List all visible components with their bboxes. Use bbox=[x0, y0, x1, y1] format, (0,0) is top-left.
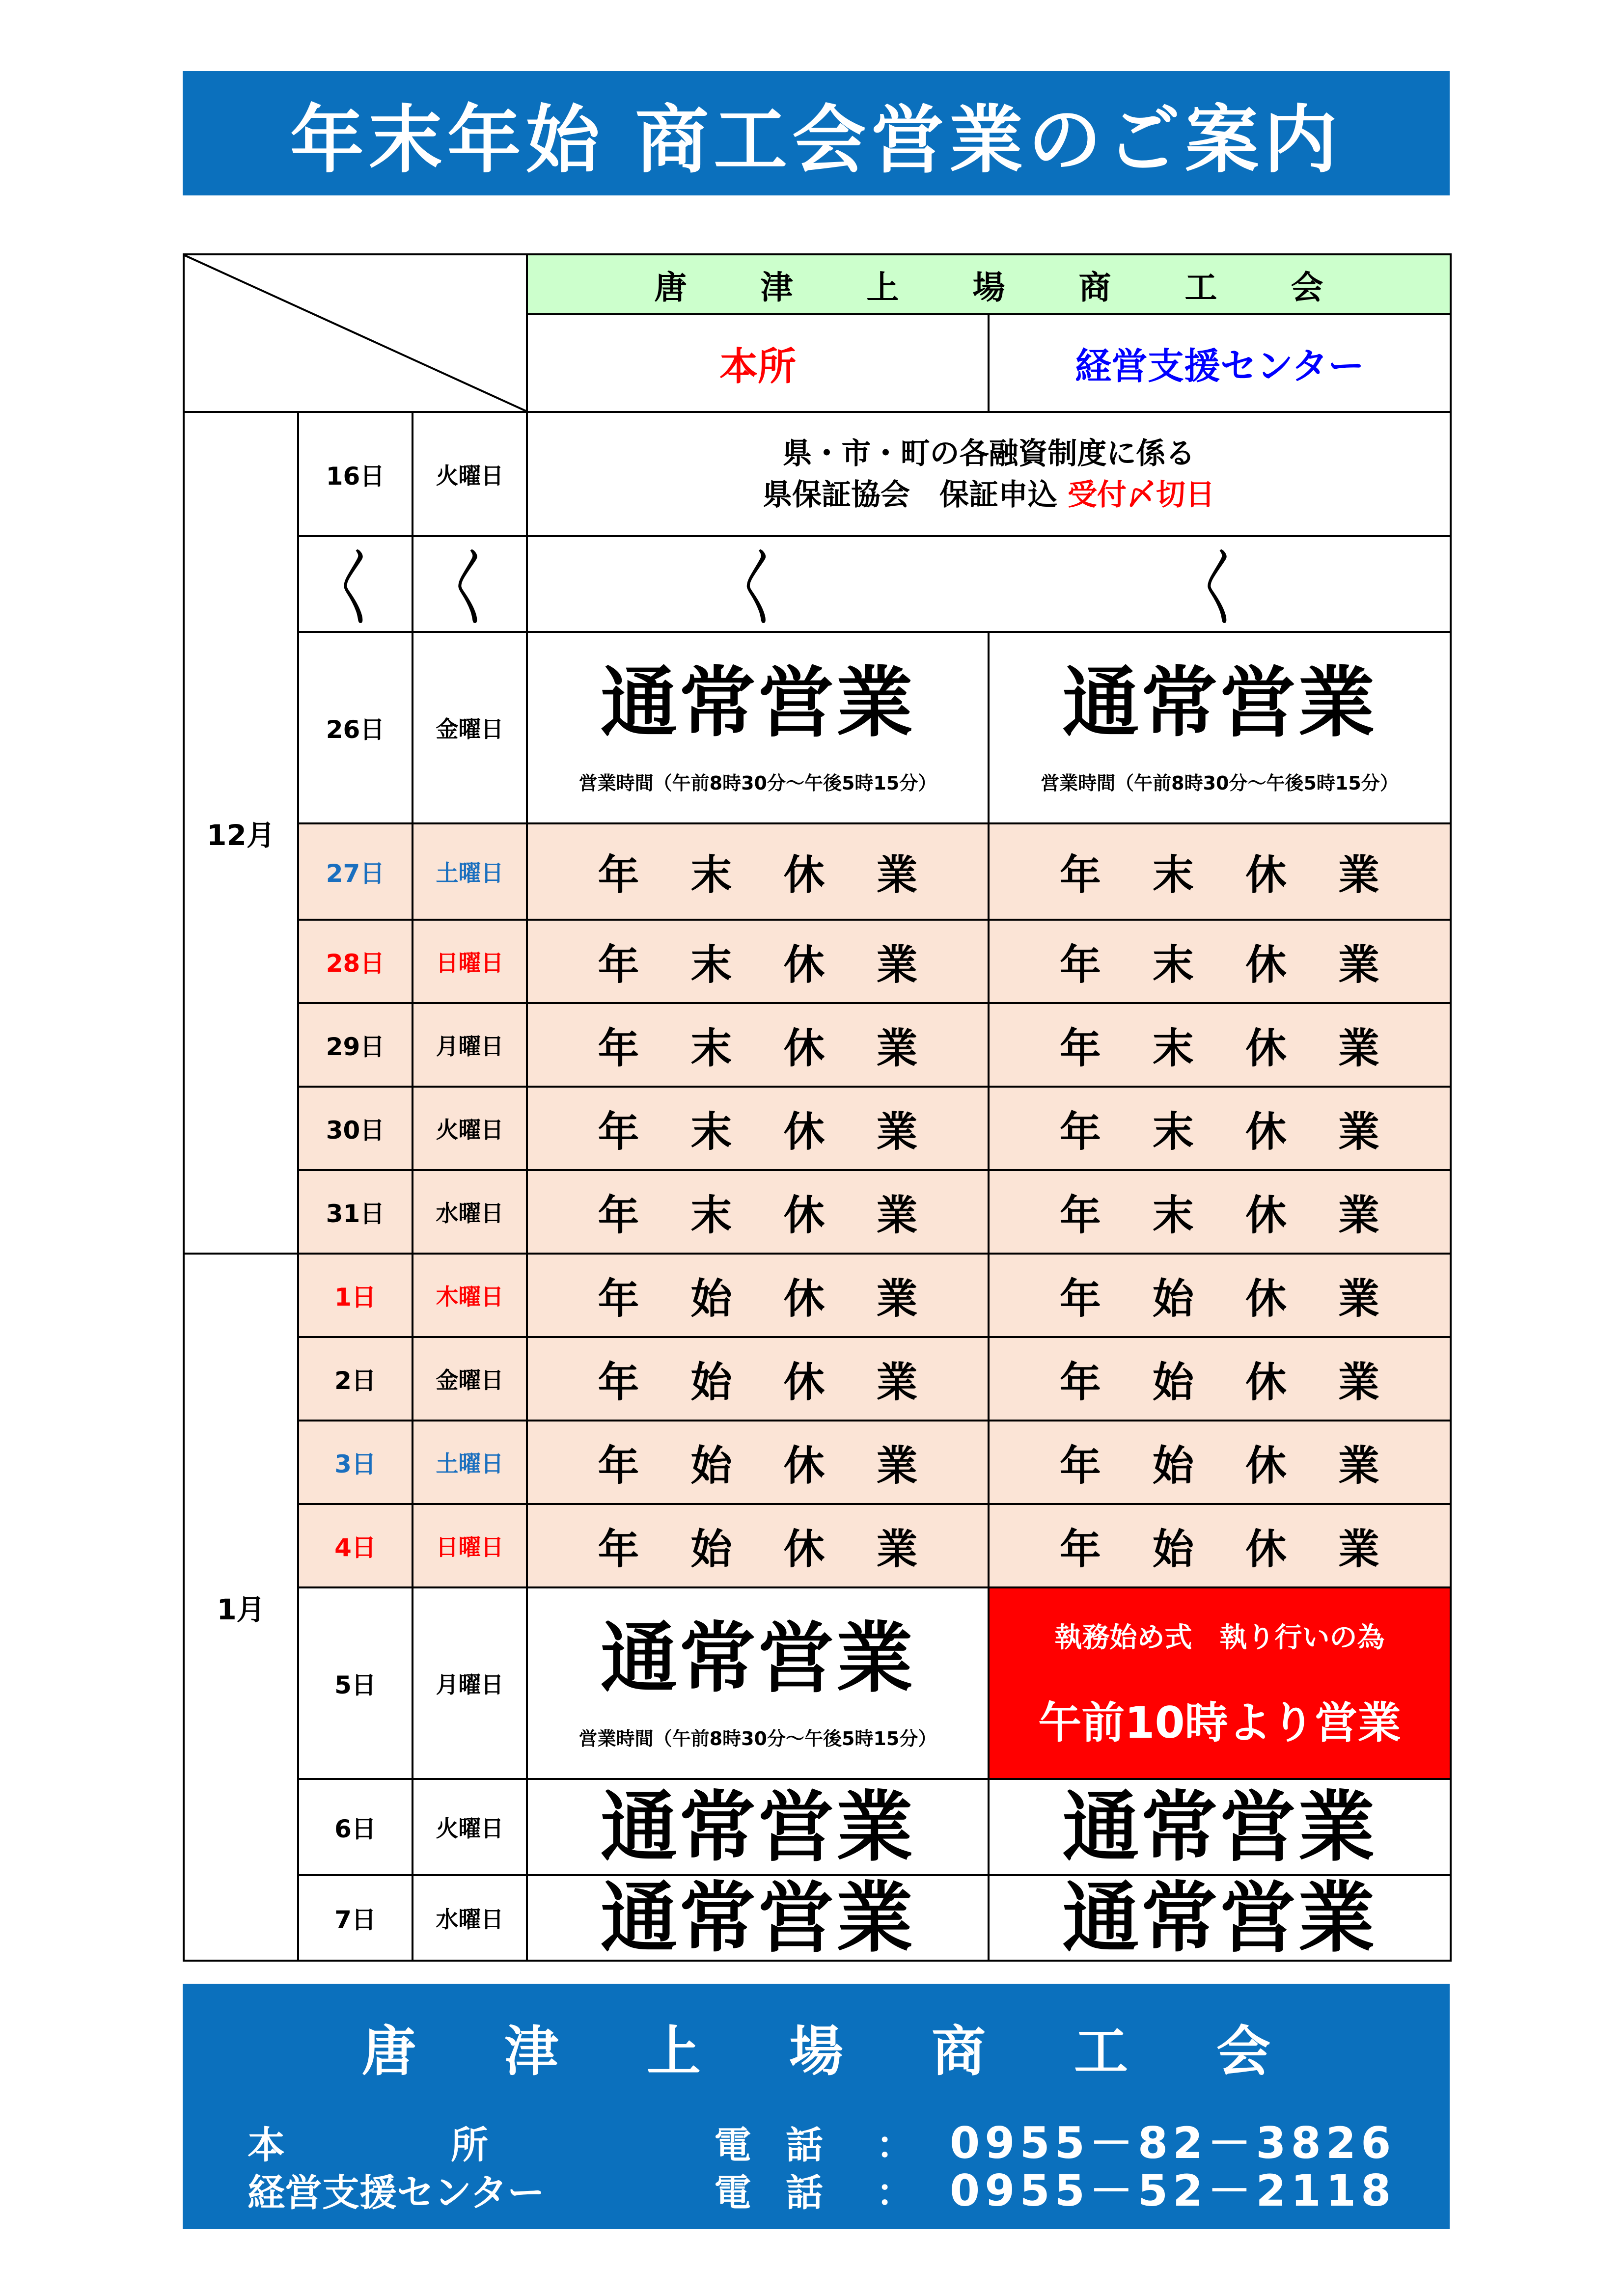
corner-diagonal-cell bbox=[184, 254, 527, 412]
colon: ： bbox=[876, 2123, 913, 2167]
header-org-name: 唐津上場商工会 bbox=[527, 254, 1451, 314]
center-status: 年末休業 bbox=[989, 1170, 1451, 1254]
continuation-mark: 〱 bbox=[527, 536, 989, 632]
weekday-cell: 日曜日 bbox=[413, 1504, 527, 1587]
day-cell: 28日 bbox=[298, 920, 413, 1003]
status-text: 通常営業 bbox=[601, 657, 915, 747]
weekday-cell: 土曜日 bbox=[413, 823, 527, 920]
weekday-cell: 日曜日 bbox=[413, 920, 527, 1003]
day-cell: 3日 bbox=[298, 1421, 413, 1504]
diagonal-line bbox=[185, 255, 526, 411]
continuation-mark: 〱 bbox=[298, 536, 413, 632]
continuation-mark: 〱 bbox=[989, 536, 1451, 632]
business-hours: 営業時間（午前8時30分～午後5時15分） bbox=[578, 772, 937, 794]
weekday-cell: 火曜日 bbox=[413, 412, 527, 536]
weekday-cell: 月曜日 bbox=[413, 1587, 527, 1779]
center-status: 年始休業 bbox=[989, 1337, 1451, 1421]
opening-time-note: 午前10時より営業 bbox=[1038, 1697, 1401, 1748]
phone-number: 0955－82－3826 bbox=[950, 2118, 1396, 2168]
day-cell: 29日 bbox=[298, 1003, 413, 1087]
center-status: 年始休業 bbox=[989, 1504, 1451, 1587]
center-status: 年始休業 bbox=[989, 1254, 1451, 1337]
header-honsho: 本所 bbox=[527, 314, 989, 412]
day-cell: 7日 bbox=[298, 1875, 413, 1961]
honsho-status: 年始休業 bbox=[527, 1337, 989, 1421]
continuation-mark: 〱 bbox=[413, 536, 527, 632]
notice-guarantee: 県保証協会 保証申込 bbox=[763, 477, 1058, 512]
center-status: 年末休業 bbox=[989, 920, 1451, 1003]
honsho-status bbox=[527, 1587, 989, 1779]
tel-label: 電話 bbox=[714, 2171, 857, 2214]
footer-org-name: 唐津上場商工会 bbox=[362, 2020, 1359, 2083]
weekday-cell: 水曜日 bbox=[413, 1170, 527, 1254]
business-hours: 営業時間（午前8時30分～午後5時15分） bbox=[578, 1727, 937, 1749]
tel-label: 電話 bbox=[714, 2123, 857, 2167]
ceremony-note: 執務始め式 執り行いの為 bbox=[1054, 1622, 1385, 1654]
business-hours: 営業時間（午前8時30分～午後5時15分） bbox=[1041, 772, 1399, 794]
contact-row-center bbox=[248, 2157, 1396, 2218]
phone-number: 0955－52－2118 bbox=[950, 2165, 1396, 2216]
honsho-status bbox=[527, 632, 989, 823]
honsho-status: 年末休業 bbox=[527, 1170, 989, 1254]
day-cell: 31日 bbox=[298, 1170, 413, 1254]
honsho-status: 年末休業 bbox=[527, 1003, 989, 1087]
center-status: 年始休業 bbox=[989, 1421, 1451, 1504]
contact-label: 経営支援センター bbox=[248, 2171, 545, 2214]
day-cell: 6日 bbox=[298, 1779, 413, 1875]
honsho-status: 年末休業 bbox=[527, 920, 989, 1003]
weekday-cell: 金曜日 bbox=[413, 1337, 527, 1421]
honsho-status: 通常営業 bbox=[527, 1779, 989, 1875]
month-january: 1月 bbox=[184, 1254, 298, 1961]
notice-cell bbox=[527, 412, 1451, 536]
day-cell: 5日 bbox=[298, 1587, 413, 1779]
center-status: 通常営業 bbox=[989, 1779, 1451, 1875]
center-status: 通常営業 bbox=[989, 1875, 1451, 1961]
weekday-cell: 金曜日 bbox=[413, 632, 527, 823]
header-center: 経営支援センター bbox=[989, 314, 1451, 412]
center-special-notice bbox=[989, 1587, 1451, 1779]
status-text: 通常営業 bbox=[601, 1613, 915, 1703]
weekday-cell: 水曜日 bbox=[413, 1875, 527, 1961]
day-cell: 2日 bbox=[298, 1337, 413, 1421]
honsho-status: 年末休業 bbox=[527, 1087, 989, 1170]
weekday-cell: 木曜日 bbox=[413, 1254, 527, 1337]
weekday-cell: 月曜日 bbox=[413, 1003, 527, 1087]
title-banner bbox=[183, 71, 1450, 195]
contact-label: 本所 bbox=[248, 2123, 654, 2167]
center-status bbox=[989, 632, 1451, 823]
honsho-status: 年始休業 bbox=[527, 1504, 989, 1587]
weekday-cell: 火曜日 bbox=[413, 1779, 527, 1875]
center-status: 年末休業 bbox=[989, 1087, 1451, 1170]
day-cell: 1日 bbox=[298, 1254, 413, 1337]
weekday-cell: 火曜日 bbox=[413, 1087, 527, 1170]
colon: ： bbox=[876, 2171, 913, 2214]
center-status: 年末休業 bbox=[989, 1003, 1451, 1087]
day-cell: 16日 bbox=[298, 412, 413, 536]
honsho-status: 通常営業 bbox=[527, 1875, 989, 1961]
honsho-status: 年始休業 bbox=[527, 1421, 989, 1504]
contact-footer bbox=[183, 1984, 1450, 2229]
day-cell: 27日 bbox=[298, 823, 413, 920]
day-cell: 30日 bbox=[298, 1087, 413, 1170]
notice-line-2 bbox=[528, 474, 1450, 516]
honsho-status: 年始休業 bbox=[527, 1254, 989, 1337]
status-text: 通常営業 bbox=[1062, 657, 1377, 747]
month-december: 12月 bbox=[184, 412, 298, 1254]
page-title: 年末年始 商工会営業のご案内 bbox=[290, 97, 1343, 183]
center-status: 年末休業 bbox=[989, 823, 1451, 920]
honsho-status: 年末休業 bbox=[527, 823, 989, 920]
schedule-table bbox=[183, 253, 1452, 1962]
day-cell: 26日 bbox=[298, 632, 413, 823]
notice-line-1: 県・市・町の各融資制度に係る bbox=[782, 436, 1195, 471]
day-cell: 4日 bbox=[298, 1504, 413, 1587]
notice-deadline: 受付〆切日 bbox=[1067, 477, 1215, 512]
weekday-cell: 土曜日 bbox=[413, 1421, 527, 1504]
